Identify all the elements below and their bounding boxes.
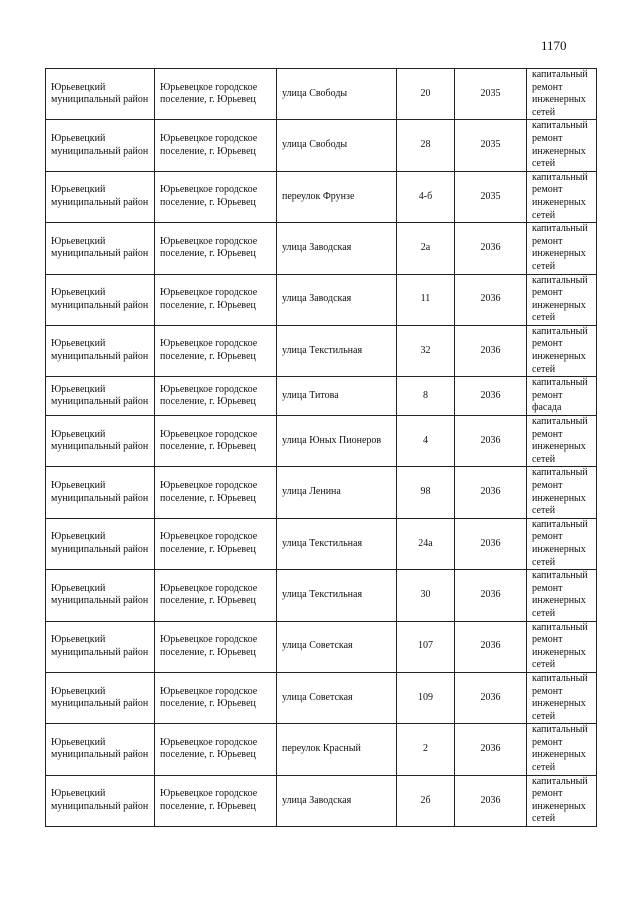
street-cell: улица Юных Пионеров: [277, 416, 397, 467]
settlement-cell: Юрьевецкое городское поселение, г. Юрьевец: [155, 69, 277, 120]
street-cell: улица Текстильная: [277, 570, 397, 621]
work-type-cell: капитальный ремонт инженерных сетей: [527, 171, 597, 222]
table-row: [46, 223, 597, 274]
year-cell: 2036: [455, 274, 527, 325]
work-type-cell: капитальный ремонт инженерных сетей: [527, 120, 597, 171]
work-type-cell: капитальный ремонт инженерных сетей: [527, 274, 597, 325]
settlement-cell: Юрьевецкое городское поселение, г. Юрьевец: [155, 672, 277, 723]
year-cell: 2036: [455, 325, 527, 376]
street-cell: улица Текстильная: [277, 518, 397, 569]
street-cell: улица Свободы: [277, 69, 397, 120]
work-type-cell: капитальный ремонт инженерных сетей: [527, 467, 597, 518]
settlement-cell: Юрьевецкое городское поселение, г. Юрьевец: [155, 377, 277, 416]
street-cell: улица Титова: [277, 377, 397, 416]
house-number-cell: 98: [397, 467, 455, 518]
settlement-cell: Юрьевецкое городское поселение, г. Юрьевец: [155, 518, 277, 569]
street-cell: переулок Фрунзе: [277, 171, 397, 222]
work-type-cell: капитальный ремонт инженерных сетей: [527, 672, 597, 723]
year-cell: 2035: [455, 120, 527, 171]
settlement-cell: Юрьевецкое городское поселение, г. Юрьевец: [155, 724, 277, 775]
table-row: [46, 672, 597, 723]
street-cell: улица Ленина: [277, 467, 397, 518]
house-number-cell: 109: [397, 672, 455, 723]
district-cell: Юрьевецкий муниципальный район: [46, 775, 155, 826]
street-cell: улица Советская: [277, 672, 397, 723]
house-number-cell: 2б: [397, 775, 455, 826]
district-cell: Юрьевецкий муниципальный район: [46, 621, 155, 672]
house-number-cell: 107: [397, 621, 455, 672]
table-row: [46, 570, 597, 621]
house-number-cell: 24а: [397, 518, 455, 569]
house-number-cell: 11: [397, 274, 455, 325]
year-cell: 2036: [455, 518, 527, 569]
district-cell: Юрьевецкий муниципальный район: [46, 274, 155, 325]
year-cell: 2035: [455, 171, 527, 222]
work-type-cell: капитальный ремонт инженерных сетей: [527, 69, 597, 120]
table-row: [46, 325, 597, 376]
settlement-cell: Юрьевецкое городское поселение, г. Юрьевец: [155, 325, 277, 376]
year-cell: 2036: [455, 621, 527, 672]
work-type-cell: капитальный ремонт инженерных сетей: [527, 518, 597, 569]
year-cell: 2036: [455, 724, 527, 775]
settlement-cell: Юрьевецкое городское поселение, г. Юрьевец: [155, 171, 277, 222]
house-number-cell: 4: [397, 416, 455, 467]
street-cell: улица Текстильная: [277, 325, 397, 376]
work-type-cell: капитальный ремонт инженерных сетей: [527, 325, 597, 376]
settlement-cell: Юрьевецкое городское поселение, г. Юрьевец: [155, 416, 277, 467]
year-cell: 2036: [455, 223, 527, 274]
settlement-cell: Юрьевецкое городское поселение, г. Юрьевец: [155, 621, 277, 672]
street-cell: улица Заводская: [277, 223, 397, 274]
street-cell: улица Заводская: [277, 775, 397, 826]
year-cell: 2036: [455, 416, 527, 467]
settlement-cell: Юрьевецкое городское поселение, г. Юрьевец: [155, 223, 277, 274]
year-cell: 2036: [455, 377, 527, 416]
house-number-cell: 2: [397, 724, 455, 775]
year-cell: 2036: [455, 775, 527, 826]
table-row: [46, 377, 597, 416]
table-row: [46, 518, 597, 569]
district-cell: Юрьевецкий муниципальный район: [46, 325, 155, 376]
street-cell: переулок Красный: [277, 724, 397, 775]
work-type-cell: капитальный ремонт инженерных сетей: [527, 775, 597, 826]
district-cell: Юрьевецкий муниципальный район: [46, 120, 155, 171]
house-number-cell: 32: [397, 325, 455, 376]
table-row: [46, 724, 597, 775]
district-cell: Юрьевецкий муниципальный район: [46, 171, 155, 222]
street-cell: улица Свободы: [277, 120, 397, 171]
table-row: [46, 775, 597, 826]
year-cell: 2035: [455, 69, 527, 120]
housing-repair-table: [45, 68, 597, 827]
street-cell: улица Советская: [277, 621, 397, 672]
work-type-cell: капитальный ремонт инженерных сетей: [527, 416, 597, 467]
year-cell: 2036: [455, 570, 527, 621]
settlement-cell: Юрьевецкое городское поселение, г. Юрьевец: [155, 274, 277, 325]
district-cell: Юрьевецкий муниципальный район: [46, 724, 155, 775]
settlement-cell: Юрьевецкое городское поселение, г. Юрьевец: [155, 467, 277, 518]
table-row: [46, 416, 597, 467]
house-number-cell: 2а: [397, 223, 455, 274]
district-cell: Юрьевецкий муниципальный район: [46, 570, 155, 621]
house-number-cell: 28: [397, 120, 455, 171]
district-cell: Юрьевецкий муниципальный район: [46, 416, 155, 467]
settlement-cell: Юрьевецкое городское поселение, г. Юрьевец: [155, 570, 277, 621]
table-row: [46, 69, 597, 120]
settlement-cell: Юрьевецкое городское поселение, г. Юрьевец: [155, 120, 277, 171]
street-cell: улица Заводская: [277, 274, 397, 325]
district-cell: Юрьевецкий муниципальный район: [46, 672, 155, 723]
work-type-cell: капитальный ремонт инженерных сетей: [527, 223, 597, 274]
house-number-cell: 20: [397, 69, 455, 120]
district-cell: Юрьевецкий муниципальный район: [46, 518, 155, 569]
year-cell: 2036: [455, 467, 527, 518]
table-row: [46, 274, 597, 325]
table-row: [46, 120, 597, 171]
house-number-cell: 8: [397, 377, 455, 416]
district-cell: Юрьевецкий муниципальный район: [46, 467, 155, 518]
page-number: 1170: [541, 38, 567, 53]
work-type-cell: капитальный ремонт фасада: [527, 377, 597, 416]
district-cell: Юрьевецкий муниципальный район: [46, 223, 155, 274]
table-row: [46, 467, 597, 518]
year-cell: 2036: [455, 672, 527, 723]
table-row: [46, 621, 597, 672]
district-cell: Юрьевецкий муниципальный район: [46, 377, 155, 416]
district-cell: Юрьевецкий муниципальный район: [46, 69, 155, 120]
house-number-cell: 30: [397, 570, 455, 621]
house-number-cell: 4-б: [397, 171, 455, 222]
work-type-cell: капитальный ремонт инженерных сетей: [527, 570, 597, 621]
work-type-cell: капитальный ремонт инженерных сетей: [527, 621, 597, 672]
work-type-cell: капитальный ремонт инженерных сетей: [527, 724, 597, 775]
table-row: [46, 171, 597, 222]
settlement-cell: Юрьевецкое городское поселение, г. Юрьевец: [155, 775, 277, 826]
